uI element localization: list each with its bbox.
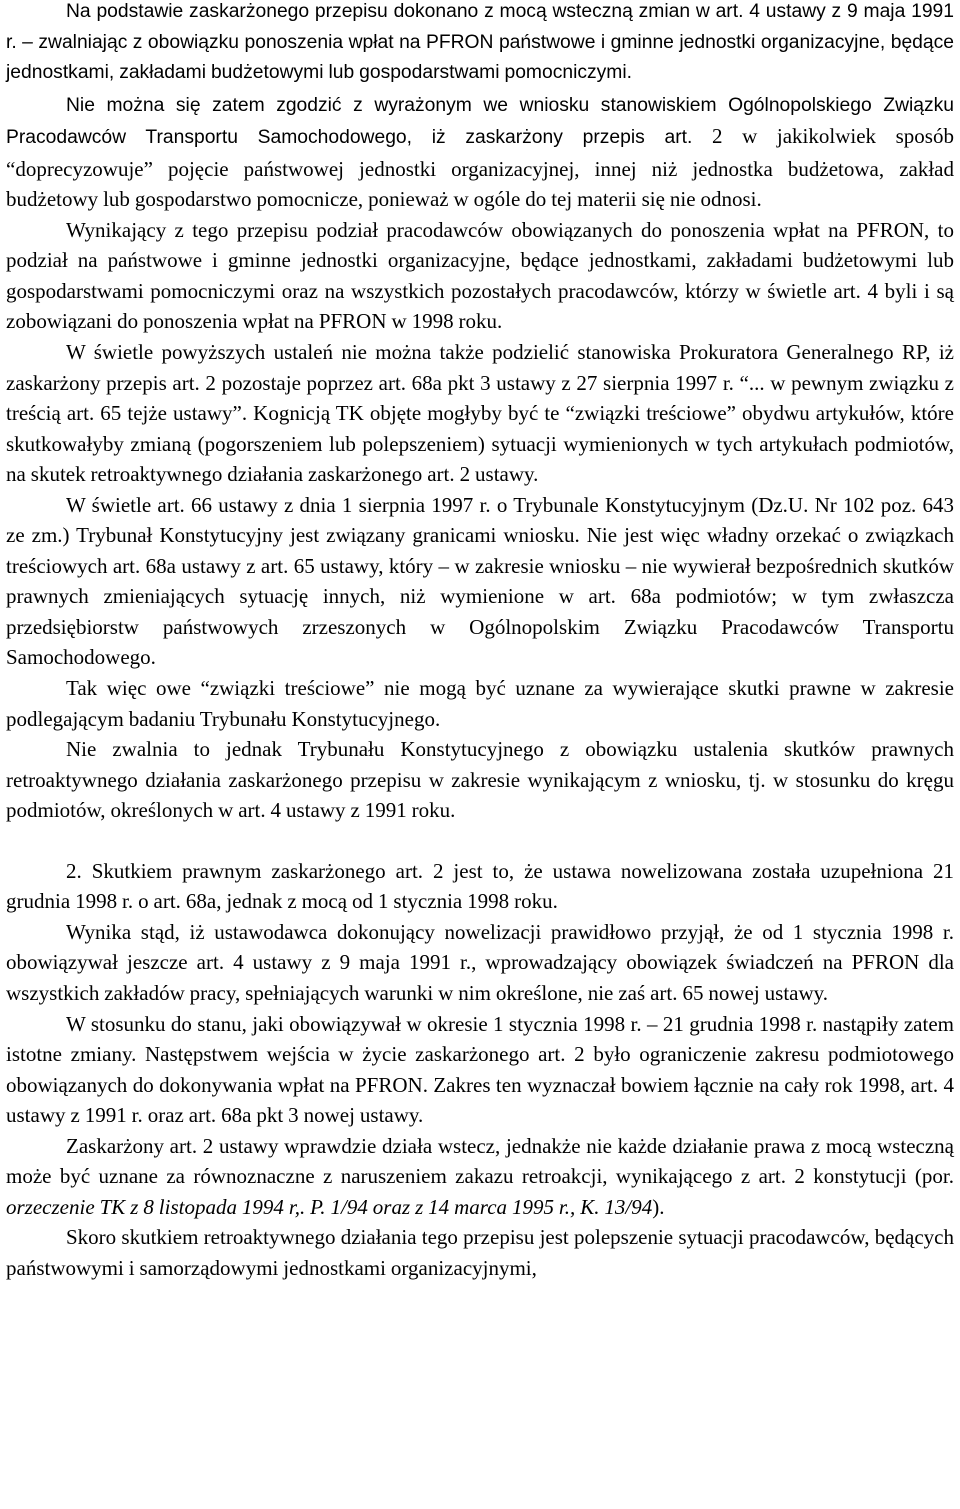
paragraph-2-sans-text: Nie można się zatem zgodzić z wyrażonym we wniosku stanowiskiem Ogólnopolskiego Związku Pracodawców Transportu Samochodowego, iż zaskarżony przepis art. xyxy=(6,94,954,149)
paragraph-2-serif-text: 2 w jakikolwiek sposób “doprecyzowuje” pojęcie państwowej jednostki organizacyjnej, innej niż jednostka budżetowa, zakład budżetowy lub gospodarstwo pomocnicze, ponieważ w ogóle do tej materii się nie odnosi. xyxy=(6,124,954,212)
paragraph-1: Na podstawie zaskarżonego przepisu dokonano z mocą wsteczną zmian w art. 4 ustawy z 9 maja 1991 r. – zwalniając z obowiązku ponoszenia wpłat na PFRON państwowe i gminne jednostki organizacyjne, będące jednostkami, zakładami budżetowymi lub gospodarstwami pomocniczymi. xyxy=(6,1,954,84)
citation-italic: orzeczenie TK z 8 listopada 1994 r,. P. 1/94 oraz z 14 marca 1995 r., K. 13/94 xyxy=(6,1194,653,1219)
paragraph-10: W stosunku do stanu, jaki obowiązywał w okresie 1 stycznia 1998 r. – 21 grudnia 1998 r. nastąpiły zatem istotne zmiany. Następstwem wejścia w życie zaskarżonego art. 2 było ograniczenie zakresu podmiotowego obowiązanych do dokonywania wpłat na PFRON. Zakres ten wyznaczał bowiem łącznie na cały rok 1998, art. 4 ustawy z 1991 r. oraz art. 68a pkt 3 nowej ustawy. xyxy=(6,1011,954,1128)
paragraph-8: 2. Skutkiem prawnym zaskarżonego art. 2 jest to, że ustawa nowelizowana została uzupełniona 21 grudnia 1998 r. o art. 68a, jednak z mocą od 1 stycznia 1998 roku. xyxy=(6,858,954,914)
paragraph-5: W świetle art. 66 ustawy z dnia 1 sierpnia 1997 r. o Trybunale Konstytucyjnym (Dz.U. Nr 102 poz. 643 ze zm.) Trybunał Konstytucyjny jest związany granicami wniosku. Nie jest więc władny orzekać o związkach treściowych art. 68a ustawy z art. 65 ustawy, który – w zakresie wniosku – nie wywierał bezpośrednich skutków prawnych zmieniających sytuację innych, niż wymienione w art. 68a podmiotów; w tym zwłaszcza przedsiębiorstw państwowych zrzeszonych w Ogólnopolskim Związku Pracodawców Transportu Samochodowego. xyxy=(6,492,954,670)
paragraph-11 xyxy=(6,1131,954,1223)
paragraph-2 xyxy=(6,89,954,215)
paragraph-6: Tak więc owe “związki treściowe” nie mogą być uznane za wywierające skutki prawne w zakresie podlegającym badaniu Trybunału Konstytucyjnego. xyxy=(6,676,954,731)
paragraph-9: Wynika stąd, iż ustawodawca dokonujący nowelizacji prawidłowo przyjął, że od 1 stycznia 1998 r. obowiązywał jeszcze art. 4 ustawy z 9 maja 1991 r., wprowadzający obowiązek świadczeń na PFRON dla wszystkich zakładów pracy, spełniających warunki w nim określone, nie zaś art. 65 nowej ustawy. xyxy=(6,919,954,1005)
paragraph-7: Nie zwalnia to jednak Trybunału Konstytucyjnego z obowiązku ustalenia skutków prawnych retroaktywnego działania zaskarżonego przepisu w zakresie wynikającym z wniosku, tj. w stosunku do kręgu podmiotów, określonych w art. 4 ustawy z 1991 roku. xyxy=(6,737,954,823)
paragraph-11-text-a: Zaskarżony art. 2 ustawy wprawdzie działa wstecz, jednakże nie każde działanie prawa z mocą wsteczną może być uznane za równoznaczne z naruszeniem zakazu retroakcji, wynikającego z art. 2 konstytucji (por. xyxy=(6,1133,954,1189)
paragraph-3: Wynikający z tego przepisu podział pracodawców obowiązanych do ponoszenia wpłat na PFRON, to podział na państwowe i gminne jednostki organizacyjne, będące jednostkami, zakładami budżetowymi lub gospodarstwami pomocniczymi oraz na wszystkich pozostałych pracodawców, którzy w świetle art. 4 byli i są zobowiązani do ponoszenia wpłat na PFRON w 1998 roku. xyxy=(6,217,954,334)
paragraph-11-text-b: ). xyxy=(652,1194,665,1219)
paragraph-4: W świetle powyższych ustaleń nie można także podzielić stanowiska Prokuratora Generalnego RP, iż zaskarżony przepis art. 2 pozostaje poprzez art. 68a pkt 3 ustawy z 27 sierpnia 1997 r. “... w pewnym związku z treścią art. 65 tejże ustawy”. Kognicją TK objęte mogłyby być te “związki treściowe” obydwu artykułów, które skutkowałyby zmianą (pogorszeniem lub polepszeniem) sytuacji wymienionych w tych artykułach podmiotów, na skutek retroaktywnego działania zaskarżonego art. 2 ustawy. xyxy=(6,340,954,487)
paragraph-12: Skoro skutkiem retroaktywnego działania tego przepisu jest polepszenie sytuacji pracodawców, będących państwowymi i samorządowymi jednostkami organizacyjnymi, xyxy=(6,1225,954,1280)
